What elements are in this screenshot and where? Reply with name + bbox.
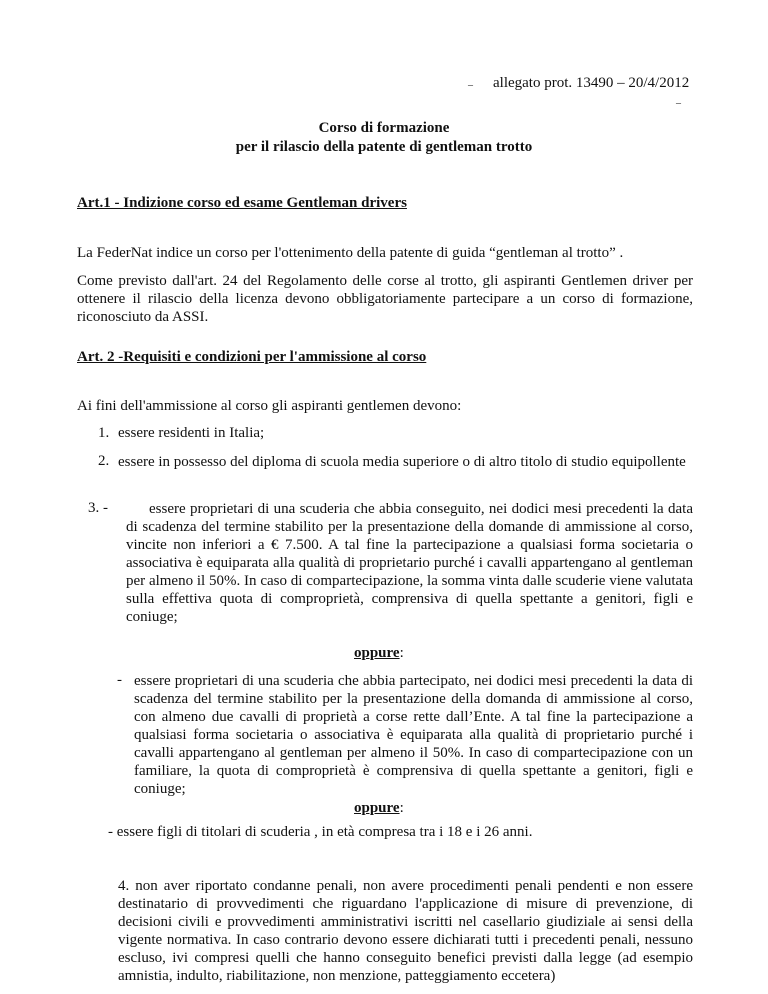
header-dash-right: – <box>676 98 681 109</box>
document-title-line1: Corso di formazione <box>318 120 450 136</box>
art2-heading: Art. 2 -Requisiti e condizioni per l'ammissione al corso <box>77 349 427 365</box>
requirement-children: - essere figli di titolari di scuderia , in età compresa tra i 18 e i 26 anni. <box>108 824 533 840</box>
oppure-colon-1: : <box>399 645 404 661</box>
art1-paragraph-2: Come previsto dall'art. 24 del Regolamento delle corse al trotto, gli aspiranti Gentlemen driver per ottenere il rilascio della licenza devono obbligatoriamente partecipare a un corso di formazione, riconosciuto da ASSI. <box>77 273 693 325</box>
oppure-label-1 <box>354 645 404 662</box>
oppure-word-1: oppure <box>354 645 400 661</box>
art1-paragraph-1: La FederNat indice un corso per l'ottenimento della patente di guida “gentleman al trotto” . <box>77 245 624 261</box>
oppure-colon-2: : <box>399 800 404 816</box>
list-number-3: 3. - <box>88 500 108 516</box>
list-number-2: 2. <box>98 453 110 469</box>
list-number-1: 1. <box>98 425 110 441</box>
alt1-dash: - <box>117 672 122 688</box>
requirement-diploma: essere in possesso del diploma di scuola media superiore o di altro titolo di studio equipollente <box>118 454 686 470</box>
requirement-residence: essere residenti in Italia; <box>118 425 265 441</box>
allegato-reference: allegato prot. 13490 – 20/4/2012 <box>493 75 690 91</box>
header-dash-left: – <box>468 80 473 91</box>
art2-intro: Ai fini dell'ammissione al corso gli aspiranti gentlemen devono: <box>77 398 462 414</box>
requirement-no-convictions: 4. non aver riportato condanne penali, non avere procedimenti penali pendenti e non essere destinatario di provvedimenti che riguardano l'applicazione di misure di prevenzione, di decisioni civili e provvedimenti amministrativi iscritti nel casellario giudiziale ai sensi della vigente normativa. In caso contrario devono essere dichiarati tutti i precedenti penali, nessuno escluso, ivi compresi quelli che hanno conseguito benefici previsti dalla legge (ad esempio amnistia, indulto, riabilitazione, non menzione, patteggiamento eccetera) <box>118 878 693 984</box>
art1-heading: Art.1 - Indizione corso ed esame Gentleman drivers <box>77 195 407 211</box>
oppure-word-2: oppure <box>354 800 400 816</box>
requirement-scuderia-participation: essere proprietari di una scuderia che abbia partecipato, nei dodici mesi precedenti la data di scadenza del termine stabilito per la presentazione della domanda di ammissione al corso, con almeno due cavalli di proprietà a corse rette dall’Ente. A tal fine la partecipazione a qualsiasi forma societaria o associativa è equiparata alla qualità di proprietario purché i cavalli appartengano al gentleman per almeno il 50%. In caso di compartecipazione con un familiare, la quota di comproprietà è comprensiva di quella spettante a genitori, figli e coniuge; <box>134 673 693 797</box>
document-title-line2: per il rilascio della patente di gentleman trotto <box>235 139 533 155</box>
oppure-label-2 <box>354 800 404 817</box>
requirement-scuderia-winnings: essere proprietari di una scuderia che abbia conseguito, nei dodici mesi precedenti la data di scadenza del termine stabilito per la presentazione della domande di ammissione al corso, vincite non inferiori a € 7.500. A tal fine la partecipazione a qualsiasi forma societaria o associativa è equiparata alla qualità di proprietario purché i cavalli appartengano al gentleman per almeno il 50%. In caso di compartecipazione, la somma vinta dalle scuderie viene valutata sulla effettiva quota di comproprietà, comprensiva di quella spettante a genitori, figli e coniuge; <box>126 501 693 625</box>
